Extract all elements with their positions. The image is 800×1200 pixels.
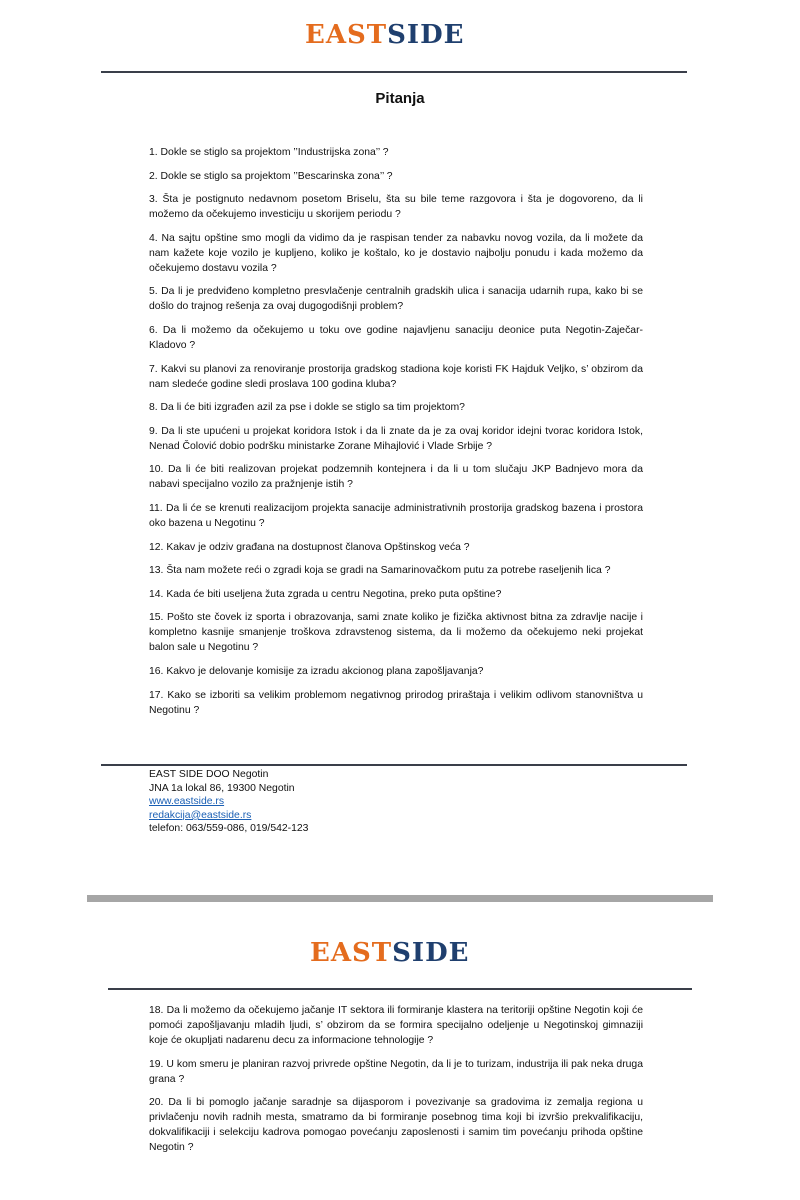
email-link[interactable]: redakcija@eastside.rs	[149, 809, 252, 821]
eastside-logo	[305, 20, 464, 50]
company-name: EAST SIDE DOO Negotin	[149, 769, 269, 780]
question-item: 15. Pošto ste čovek iz sporta i obrazovanja, sami znate koliko je fizička aktivnost bitna za zdravlje nacije i kompletno kasnije smanjenje troškova zdravstenog sistema, da li možemo da očekujemo neki projekat balon sale u Negotinu ?	[149, 612, 643, 654]
question-item: 16. Kakvo je delovanje komisije za izradu akcionog plana zapošljavanja?	[149, 665, 484, 677]
question-item: 20. Da li bi pomoglo jačanje saradnje sa dijasporom i povezivanje sa gradovima iz zemalja regiona u privlačenju novih radnih mesta, smatramo da bi formiranje posebnog tima koji bi izvršio prekvalifikaciju, dokvalifikaciji i selekciju kadrova pomogao povećanju zaposlenosti i samim tim povećanju prihoda opštine Negotin ?	[149, 1097, 643, 1154]
logo-east-text: EAST	[310, 938, 393, 968]
question-item: 12. Kakav je odziv građana na dostupnost članova Opštinskog veća ?	[149, 541, 470, 553]
question-list	[149, 145, 643, 726]
company-address: JNA 1a lokal 86, 19300 Negotin	[149, 782, 295, 794]
logo-side-text: SIDE	[392, 938, 470, 968]
page-title: Pitanja	[375, 90, 425, 107]
question-item: 14. Kada će biti useljena žuta zgrada u centru Negotina, preko puta opštine?	[149, 588, 502, 600]
header-divider	[101, 71, 687, 73]
logo-east-text: EAST	[305, 20, 388, 50]
question-item: 9. Da li ste upućeni u projekat koridora Istok i da li znate da je za ovaj koridor idejni tvorac koridora Istok, Nenad Čolović dobio podršku ministarke Zorane Mihajlović i Vlade Srbije ?	[149, 425, 643, 452]
question-item: 13. Šta nam možete reći o zgradi koja se gradi na Samarinovačkom putu za potrebe raseljenih lica ?	[149, 565, 611, 577]
question-item: 2. Dokle se stiglo sa projektom ’’Bescarinska zona’’ ?	[149, 170, 393, 182]
question-item: 8. Da li će biti izgrađen azil za pse i dokle se stiglo sa tim projektom?	[149, 402, 465, 414]
question-item: 3. Šta je postignuto nedavnom posetom Briselu, šta su bile teme razgovora i šta je dogovoreno, da li možemo da očekujemo investiciju u skorijem periodu ?	[149, 194, 643, 221]
eastside-logo-page2	[310, 938, 469, 968]
logo-side-text: SIDE	[387, 20, 465, 50]
question-item: 10. Da li će biti realizovan projekat podzemnih kontejnera i da li u tom slučaju JKP Badnjevo mora da nabavi specijalno vozilo za pražnjenje istih ?	[149, 464, 643, 491]
question-item: 1. Dokle se stiglo sa projektom ’’Industrijska zona’’ ?	[149, 147, 389, 158]
phone-number: telefon: 063/559-086, 019/542-123	[149, 823, 309, 835]
question-item: 7. Kakvi su planovi za renoviranje prostorija gradskog stadiona koje koristi FK Hajduk Veljko, s’ obzirom da nam sledeće godine sledi proslava 100 godina kluba?	[149, 363, 643, 390]
question-item: 11. Da li će se krenuti realizacijom projekta sanacije administrativnih prostorija gradskog bazena i prostora oko bazena u Negotinu ?	[149, 502, 643, 529]
page-break	[87, 895, 713, 902]
footer-divider	[101, 764, 687, 766]
question-item: 18. Da li možemo da očekujemo jačanje IT sektora ili formiranje klastera na teritoriji opštine Negotin koji će pomoći zapošljavanju mladih ljudi, s’ obzirom da se formira specijalno odeljenje u Negotinskoj gimnaziji koje će okupljati nadarenu decu za informacione tehnologije ?	[149, 1005, 643, 1046]
question-list-page2	[149, 1003, 643, 1164]
footer-contact	[149, 768, 308, 836]
website-link[interactable]: www.eastside.rs	[149, 796, 225, 808]
question-item: 5. Da li je predviđeno kompletno presvlačenje centralnih gradskih ulica i sanacija udarnih rupa, kako bi se došlo do trajnog rešenja za ovaj dugogodišnji problem?	[149, 286, 643, 313]
question-item: 4. Na sajtu opštine smo mogli da vidimo da je raspisan tender za nabavku novog vozila, da li možete da nam kažete koje vozilo je kupljeno, koliko je koštalo, ko je dostavio najbolju ponudu i kada možemo da očekujemo dostavu vozila ?	[149, 232, 643, 274]
header-divider-page2	[108, 988, 692, 990]
question-item: 19. U kom smeru je planiran razvoj privrede opštine Negotin, da li je to turizam, industrija ili pak neka druga grana ?	[149, 1058, 643, 1085]
question-item: 17. Kako se izboriti sa velikim problemom negativnog prirodog priraštaja i velikim odlivom stanovništva u Negotinu ?	[149, 689, 643, 716]
question-item: 6. Da li možemo da očekujemo u toku ove godine najavljenu sanaciju deonice puta Negotin-Zaječar-Kladovo ?	[149, 324, 643, 351]
